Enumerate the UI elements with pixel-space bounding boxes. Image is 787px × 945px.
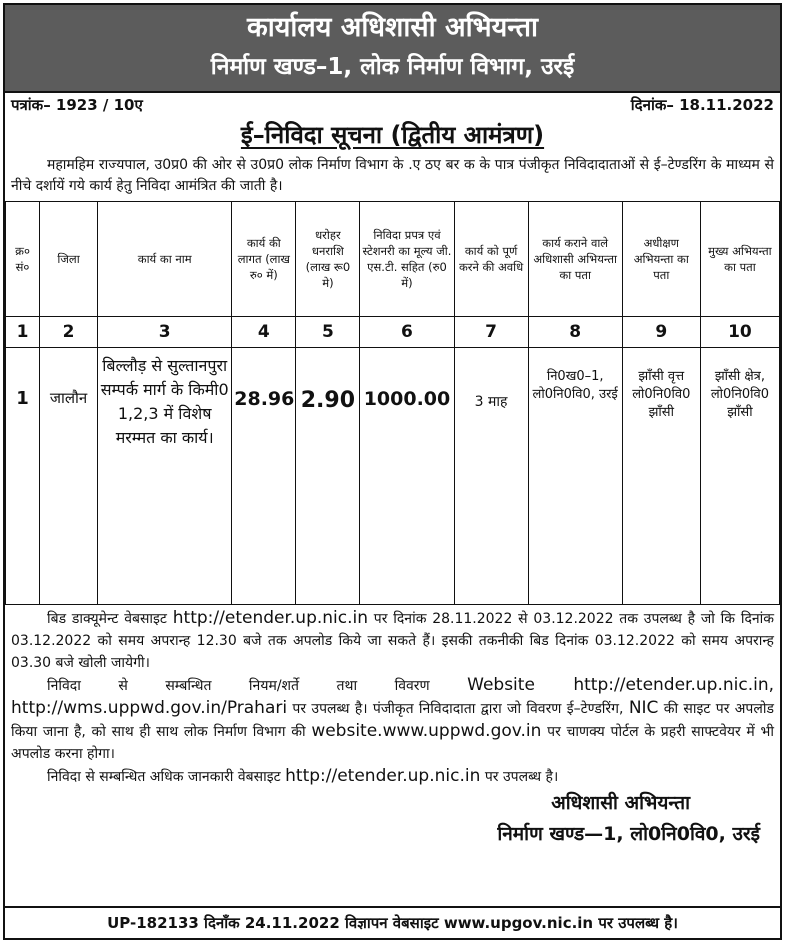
header-deposit: धरोहर धनराशि (लाख रू0 मे) [296,202,360,317]
bid-doc-text: बिड डाक्यूमेन्ट वेबसाइट [47,611,167,627]
row-tender-fee: 1000.00 [360,348,454,605]
etender-link[interactable]: http://etender.up.nic.in [172,608,369,628]
col-number: 3 [98,317,232,348]
reference-row [5,93,780,117]
signature-designation: अधिशासी अभियन्ता [551,792,690,814]
table-row [6,348,780,605]
header-cost: कार्य की लागत (लाख रु० में) [232,202,296,317]
table-header-row [6,202,780,317]
col-number: 1 [6,317,40,348]
header-duration: कार्य को पूर्ण करने की अवधि [454,202,528,317]
header-district: जिला [40,202,98,317]
col-number: 4 [232,317,296,348]
row-cost: 28.96 [232,348,296,605]
office-header [5,5,780,93]
row-district: जालौन [40,348,98,605]
row-work-name: बिल्लौड़ से सुल्तानपुरा सम्पर्क मार्ग के किमी0 1,2,3 में विशेष मरम्मत का कार्य। [98,348,232,605]
signature-block [5,788,780,850]
footer-text [5,605,780,788]
header-tender-fee: निविदा प्रपत्र एवं स्टेशनरी का मूल्य जी. एस.टी. सहित (रु0 में) [360,202,454,317]
advertisement-footer: UP-182133 दिनाँक 24.11.2022 विज्ञापन वेबसाइट www.upgov.nic.in पर उपलब्ध है। [5,906,780,938]
more-info-text: निविदा से सम्बन्धित अधिक जानकारी वेबसाइट [47,769,281,785]
letter-number: पत्रांक– 1923 / 10ए [11,96,143,114]
header-ce-address: मुख्य अभियन्ता का पता [700,202,779,317]
terms-text: निविदा से सम्बन्धित नियम/शर्ते तथा विवरण [47,678,430,694]
header-sn: क्र० सं० [6,202,40,317]
header-ee-address: कार्य कराने वाले अधिशासी अभियन्ता का पता [528,202,622,317]
row-sn: 1 [6,348,40,605]
row-ce-address: झाँसी क्षेत्र, लो0नि0वि0 झाँसी [700,348,779,605]
signature-office: निर्माण खण्ड—1, लो0नि0वि0, उरई [497,823,760,845]
terms-websites[interactable]: Website http://etender.up.nic.in, http://wms.uppwd.gov.in/Prahari [11,675,774,718]
office-title: कार्यालय अधिशासी अभियन्ता [247,12,538,43]
terms-text-4: पर चाणक्य पोर्टल के प्रहरी साफ्टवेयर में भी अपलोड करना होगा। [11,724,774,762]
bid-doc-dates: पर दिनांक 28.11.2022 से 03.12.2022 तक उपलब्ध है जो कि दिनांक 03.12.2022 को समय अपरान्ह 12.30 बजे तक अपलोड किये जा सकते हैं। इसकी तकनीकी बिड दिनांक 03.12.2022 को समय अपरान्ह 03.30 बजे खोली जायेगी। [11,611,775,671]
notice-title: ई–निविदा सूचना (द्वितीय आमंत्रण) [240,121,545,149]
more-info-link[interactable]: http://etender.up.nic.in [285,766,481,786]
terms-text-3: की साइट पर अपलोड किया जाना है, को साथ ही साथ लोक निर्माण विभाग की [11,701,774,740]
nic-text: NIC [628,698,659,718]
more-info-text-2: पर उपलब्ध है। [484,769,559,785]
header-work-name: कार्य का नाम [98,202,232,317]
col-number: 2 [40,317,98,348]
tender-notice [3,3,782,940]
header-se-address: अधीक्षण अभियन्ता का पता [622,202,700,317]
row-duration: 3 माह [454,348,528,605]
col-number: 6 [360,317,454,348]
row-ee-address: नि0ख0–1, लो0नि0वि0, उरई [528,348,622,605]
column-number-row [6,317,780,348]
col-number: 9 [622,317,700,348]
col-number: 8 [528,317,622,348]
notice-date: दिनांक– 18.11.2022 [630,96,774,114]
col-number: 5 [296,317,360,348]
tender-table [5,201,780,605]
more-info-paragraph [11,765,774,788]
row-se-address: झाँसी वृत्त लो0नि0वि0 झाँसी [622,348,700,605]
terms-paragraph [11,674,774,765]
terms-text-2: पर उपलब्ध है। पंजीकृत निविदादाता द्वारा जो विवरण ई–टेण्डरिंग, [292,701,624,717]
intro-paragraph: महामहिम राज्यपाल, उ0प्र0 की ओर से उ0प्र0 लोक निर्माण विभाग के .ए ठए बर क के पात्र पंजीकृत निविदादाताओं से ई–टेण्डरिंग के माध्यम से नीचे दर्शायें गये कार्य हेतु निविदा आमंत्रित की जाती है। [11,157,774,194]
col-number: 10 [700,317,779,348]
col-number: 7 [454,317,528,348]
uppwd-link[interactable]: website.www.uppwd.gov.in [311,721,542,741]
row-deposit: 2.90 [296,348,360,605]
bid-document-paragraph [11,607,774,674]
division-title: निर्माण खण्ड–1, लोक निर्माण विभाग, उरई [210,54,575,80]
